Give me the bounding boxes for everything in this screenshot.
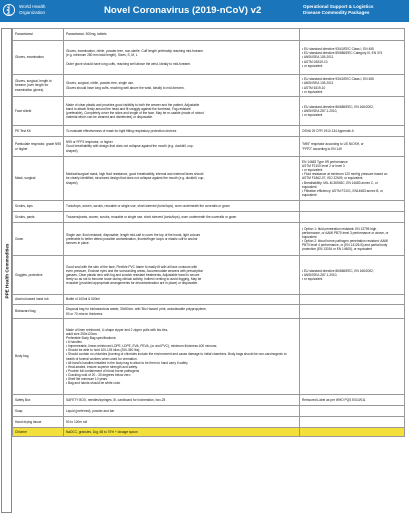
subtitle-line-2: Disease Commodity Packages [303,9,370,15]
item-standard [300,256,405,295]
item-name: Soap [13,406,64,417]
standard-line: • Option 1: fluid penetration resistant: EN 13795 high [302,226,377,231]
page-title: Novel Coronavirus (2019-nCoV) v2 [104,5,262,16]
item-description [64,406,300,417]
item-name: Paracetamol [13,29,64,41]
item-standard [300,319,405,395]
table-row [13,406,405,417]
table-row [13,137,405,157]
table-row [13,29,405,41]
description-line: Gloves should have long cuffs, reaching well above the wrist, ideally to mid-forearm. [66,85,185,90]
description-line: be clearly identified, structured design that does not collapse against the mouth (e.g. duckbill, cup- [66,176,205,181]
description-line: preferable to better detect possible contamination, thumb/finger loops or elastic cuff to anchor [66,236,198,241]
commodity-table [12,28,405,437]
standard-line: "FFP2" according to EN 149 [302,146,342,151]
item-standard [300,295,405,305]
table-row [13,41,405,75]
item-standard [300,126,405,137]
description-line: material which can be cleaned and disinfected) or disposable. [66,115,153,120]
description-line: reusable (provided appropriate arrangements for decontamination are in place) or disposable. [66,281,199,286]
item-standard [300,137,405,157]
item-name: Particulate respirator, grade N95 or higher [13,137,64,157]
table-row [13,295,405,305]
standard-line: PB70 level 4 performance, or (EN 14126-B) and partial body [302,243,388,248]
item-name: PE Test Kit [13,126,64,137]
standard-line: • or equivalent [302,168,323,173]
standard-line: • EU standard directive 86/686/EEC, EN 166/2002, [302,268,374,273]
standard-line: protection (EN 13034 or EN 14605), or equivalent [302,247,372,252]
subtitle-line-1: Operational Support & Logistics [303,4,374,9]
item-standard [300,201,405,212]
item-name: Chlorine [13,428,64,437]
item-description [64,319,300,395]
item-name: Biohazard bag [13,305,64,319]
item-description [64,41,300,75]
standard-line: equivalent [302,192,317,197]
description-line: Bottle of 100ml & 500ml [66,297,100,302]
table-row [13,157,405,201]
standard-line: "N95" respirator according to US NIOSH, or [302,142,364,147]
description-line: (preferable), Completely cover the sides and length of the face, May be re-usable (made of robust [66,111,204,115]
header-banner [0,0,409,22]
description-line: Preferable Body Bag specifications: [66,336,117,341]
commodity-rows [13,29,405,437]
description-line: even pressure, Enclose eyes and the surrounding areas, Accommodate wearers with prescription [66,268,204,273]
description-line: Gloves, examination, nitrile, powder-free, non-sterile. Cuff length preferably reaching mid-forearm [66,49,204,54]
org-line-2: Organization [19,9,46,15]
standard-line: • EU standard directive 93/42/EEC Class I, EN 455 [302,77,374,82]
item-description [64,201,300,212]
description-line: • Should be able to hold 100-125 kilos (250-350 lbs); [66,348,141,353]
description-line: • Shelf life minimum 10 years [66,376,108,381]
item-name: Face shield [13,97,64,126]
item-standard [300,29,405,41]
description-line: glasses, Clear plastic lens with fog and scratch resistant treatments, Adjustable band to secure [66,272,200,277]
item-description [64,212,300,223]
description-line: (e.g. minimum 280 mm total length). Sizes, S, M, L [66,53,138,58]
description-line: health of funeral workers when used for cremation. [66,356,138,361]
description-line: Gloves, surgical, nitrile, powder-free, single use. [66,81,134,86]
org-line-1: World Health [19,4,46,9]
table-row [13,97,405,126]
item-description [64,75,300,97]
item-name: Gloves, examination [13,41,64,75]
standard-line: • ANSI/ISEA 105-2011 [302,55,334,60]
standard-line: ASTM F2100 level 2 or level 3 [302,164,345,169]
standard-line: equivalent [302,184,317,189]
description-line: • 6 handles [66,340,82,345]
item-name: Body bag [13,319,64,395]
description-line: SAFETY BOX, needles/syringes, 5l, cardboard for incineration, box-25 [66,397,166,402]
section-label: PPE Health Commodities [4,243,9,298]
table-row [13,305,405,319]
item-name: Mask, surgical [13,157,64,201]
table-row [13,223,405,256]
item-name: Gloves, surgical, length to forearm (over length for examination gloves) [13,75,64,97]
standard-line: • Breathability: MIL-M-36945C, EN 14683 annex C, or [302,180,378,185]
description-line: Tunic/tops, woven, scrubs, reusable or single use, short sleeved (tunic/tops), worn underneath the coveralls or gown [66,203,230,208]
item-description [64,295,300,305]
who-logo [2,2,62,20]
item-standard [300,305,405,319]
description-line: • Heat-sealed, ensure superior strength and safety. [66,364,138,369]
standard-line: ASTM F1862-07, ISO 22609, or equivalent [302,176,363,181]
item-standard [300,97,405,126]
description-line: shaped) [66,148,78,153]
standard-line: • or equivalent [302,277,323,282]
description-line: NaDCC, granules, 1kg, 65 to 70% + dosage spoon [66,429,138,434]
org-name [19,4,63,15]
description-line: 50 to 100m roll [66,419,88,424]
item-description [64,223,300,256]
standard-line: • ASTM 6319-10 [302,85,326,90]
item-description [64,157,300,201]
description-line: • Impermeable, linear-reinforced LDPE, LDPE, EVA, PEVA, (or and PVC), minimum thickness 400 microns; [66,344,218,349]
table-row [13,75,405,97]
item-standard [300,157,405,201]
description-line: • All hand's handles installed in the body bag to allow to be them to hand carry it safely [66,360,188,365]
table-row [13,428,405,437]
item-standard [300,212,405,223]
item-name: Hand drying tissue [13,417,64,428]
description-line: sleeves in place. [66,241,90,246]
item-name: Gown [13,223,64,256]
standard-line: • EU standard directive 89/686/EEC Category III, EN 374 [302,51,383,56]
standard-line: • or equivalent [302,63,323,68]
standard-line: • ANSI/ISEA Z87.1-2010, [302,108,338,113]
table-row [13,126,405,137]
item-description [64,137,300,157]
item-name: Scrubs, pants [13,212,64,223]
description-line: Single use, fluid resistant, disposable, length mid-calf to cover the top of the boots, light colours [66,232,201,237]
standard-line: • Fluid resistance at minimum 120 mmHg pressure based on [302,172,388,177]
un-emblem-icon [2,3,16,17]
table-row [13,256,405,295]
table-row [13,319,405,395]
description-line: band to attach firmly around the head and fit snuggly against the forehead, Fog-resistant [66,106,191,111]
description-line: N95 or FFP2 respirator, or higher [66,140,113,145]
standard-line: • Option 2: blood borne pathogen penetration resistant: AAMI [302,239,388,243]
standard-line: OSHA 29 CFR 1910.134 Appendix A [302,128,354,133]
standard-line: • ASTM D6319-10 [302,59,328,64]
description-line: Made of linen reinforced, U-shape zipper and 2 zipper pulls with bio-ties, [66,328,169,333]
standard-line: • Filtration efficiency: ASTM F2101, EN14683 annex B, or [302,188,383,193]
item-name: Safety Box [13,395,64,406]
item-standard [300,417,405,428]
page-subtitle [303,4,373,16]
item-standard [300,75,405,97]
standard-line: • EU standard directive 93/42/EEC Class I, EN 455 [302,47,374,52]
standard-line: Reinsured Label as per WHO PQS E010/011 [302,397,366,402]
standard-line: • or equivalent [302,89,323,94]
standard-line: • ANSI/ISEA Z87.1-2010, [302,272,338,277]
section-sidebar [1,28,12,513]
table-row [13,212,405,223]
standard-line: • EU standard directive 86/686/EEC, EN 166/2002, [302,104,374,109]
description-line: Disposal bag for biohazardous waste, 30x50cm, with 'Bio Hazard' print, autoclavable polypropylene, [66,307,207,312]
item-standard [300,41,405,75]
item-standard [300,223,405,256]
item-description [64,256,300,295]
description-line: • Should contain no chlorides (burning of chlorides include the environment and cause damage to initial chambers. Body bags should be non-carcinogenic to [66,352,287,357]
item-standard [300,406,405,417]
item-description [64,126,300,137]
item-name: Scrubs, tops [13,201,64,212]
description-line: firmly so as not to become loose during clinical activity, Indirect venting to avoid fogging, May be [66,277,202,282]
description-line: Paracetamol, 500mg, tablets [66,32,107,37]
description-line: 50 or 70 micron thickness [66,311,103,316]
item-name: Goggles, protective [13,256,64,295]
table-row [13,417,405,428]
item-standard [300,428,405,437]
item-description [64,417,300,428]
description-line: • Cracking cold of 20 - 30 degrees below zero [66,372,131,377]
standard-line: • or equivalent [302,113,323,118]
item-name: Alcohol-based hand rub [13,295,64,305]
item-description [64,29,300,41]
description-line: Made of clear plastic and provides good visibility to both the wearer and the patient, Adjustable [66,102,200,107]
description-line: To evaluate effectiveness of mask for tight fitting respiratory protection devices [66,128,177,133]
standard-line: performance, or AAMI PB70 level 3 performance or above, or [302,230,389,235]
item-description [64,395,300,406]
description-line: • Bag and hands should be white color [66,380,121,385]
description-line: Medical/surgical mask, high fluid resistance, good breathability, internal and external faces should [66,172,204,177]
table-row [13,395,405,406]
description-line: adult size 250x120cm. [66,332,98,337]
description-line: Outer glove should have long cuffs, reaching well above the wrist, ideally to mid-forearm. [66,61,192,66]
description-line: • Provide full containment of blood borne pathogens [66,368,140,373]
item-standard [300,395,405,406]
description-line: Good breathability with design that does not collapse against the mouth (e.g. duckbill, cup- [66,144,194,149]
description-line: shaped) [66,180,78,185]
standard-line: equivalent [302,234,317,239]
table-row [13,201,405,212]
item-description [64,428,300,437]
standard-line: • ANSI/ISEA 105-2011 [302,81,334,86]
description-line: Good seal with the skin of the face, Flexible PVC frame to easily fit with all face contours with [66,264,198,269]
description-line: Liquid (preferred), powder and bar [66,408,115,413]
description-line: Trousers/pants, woven, scrubs, reusable or single use, short sleeved (tunic/tops), worn underneath the coveralls or gown [66,214,237,219]
standard-line: EN 14683 Type IIR performance [302,160,348,165]
item-description [64,305,300,319]
item-description [64,97,300,126]
